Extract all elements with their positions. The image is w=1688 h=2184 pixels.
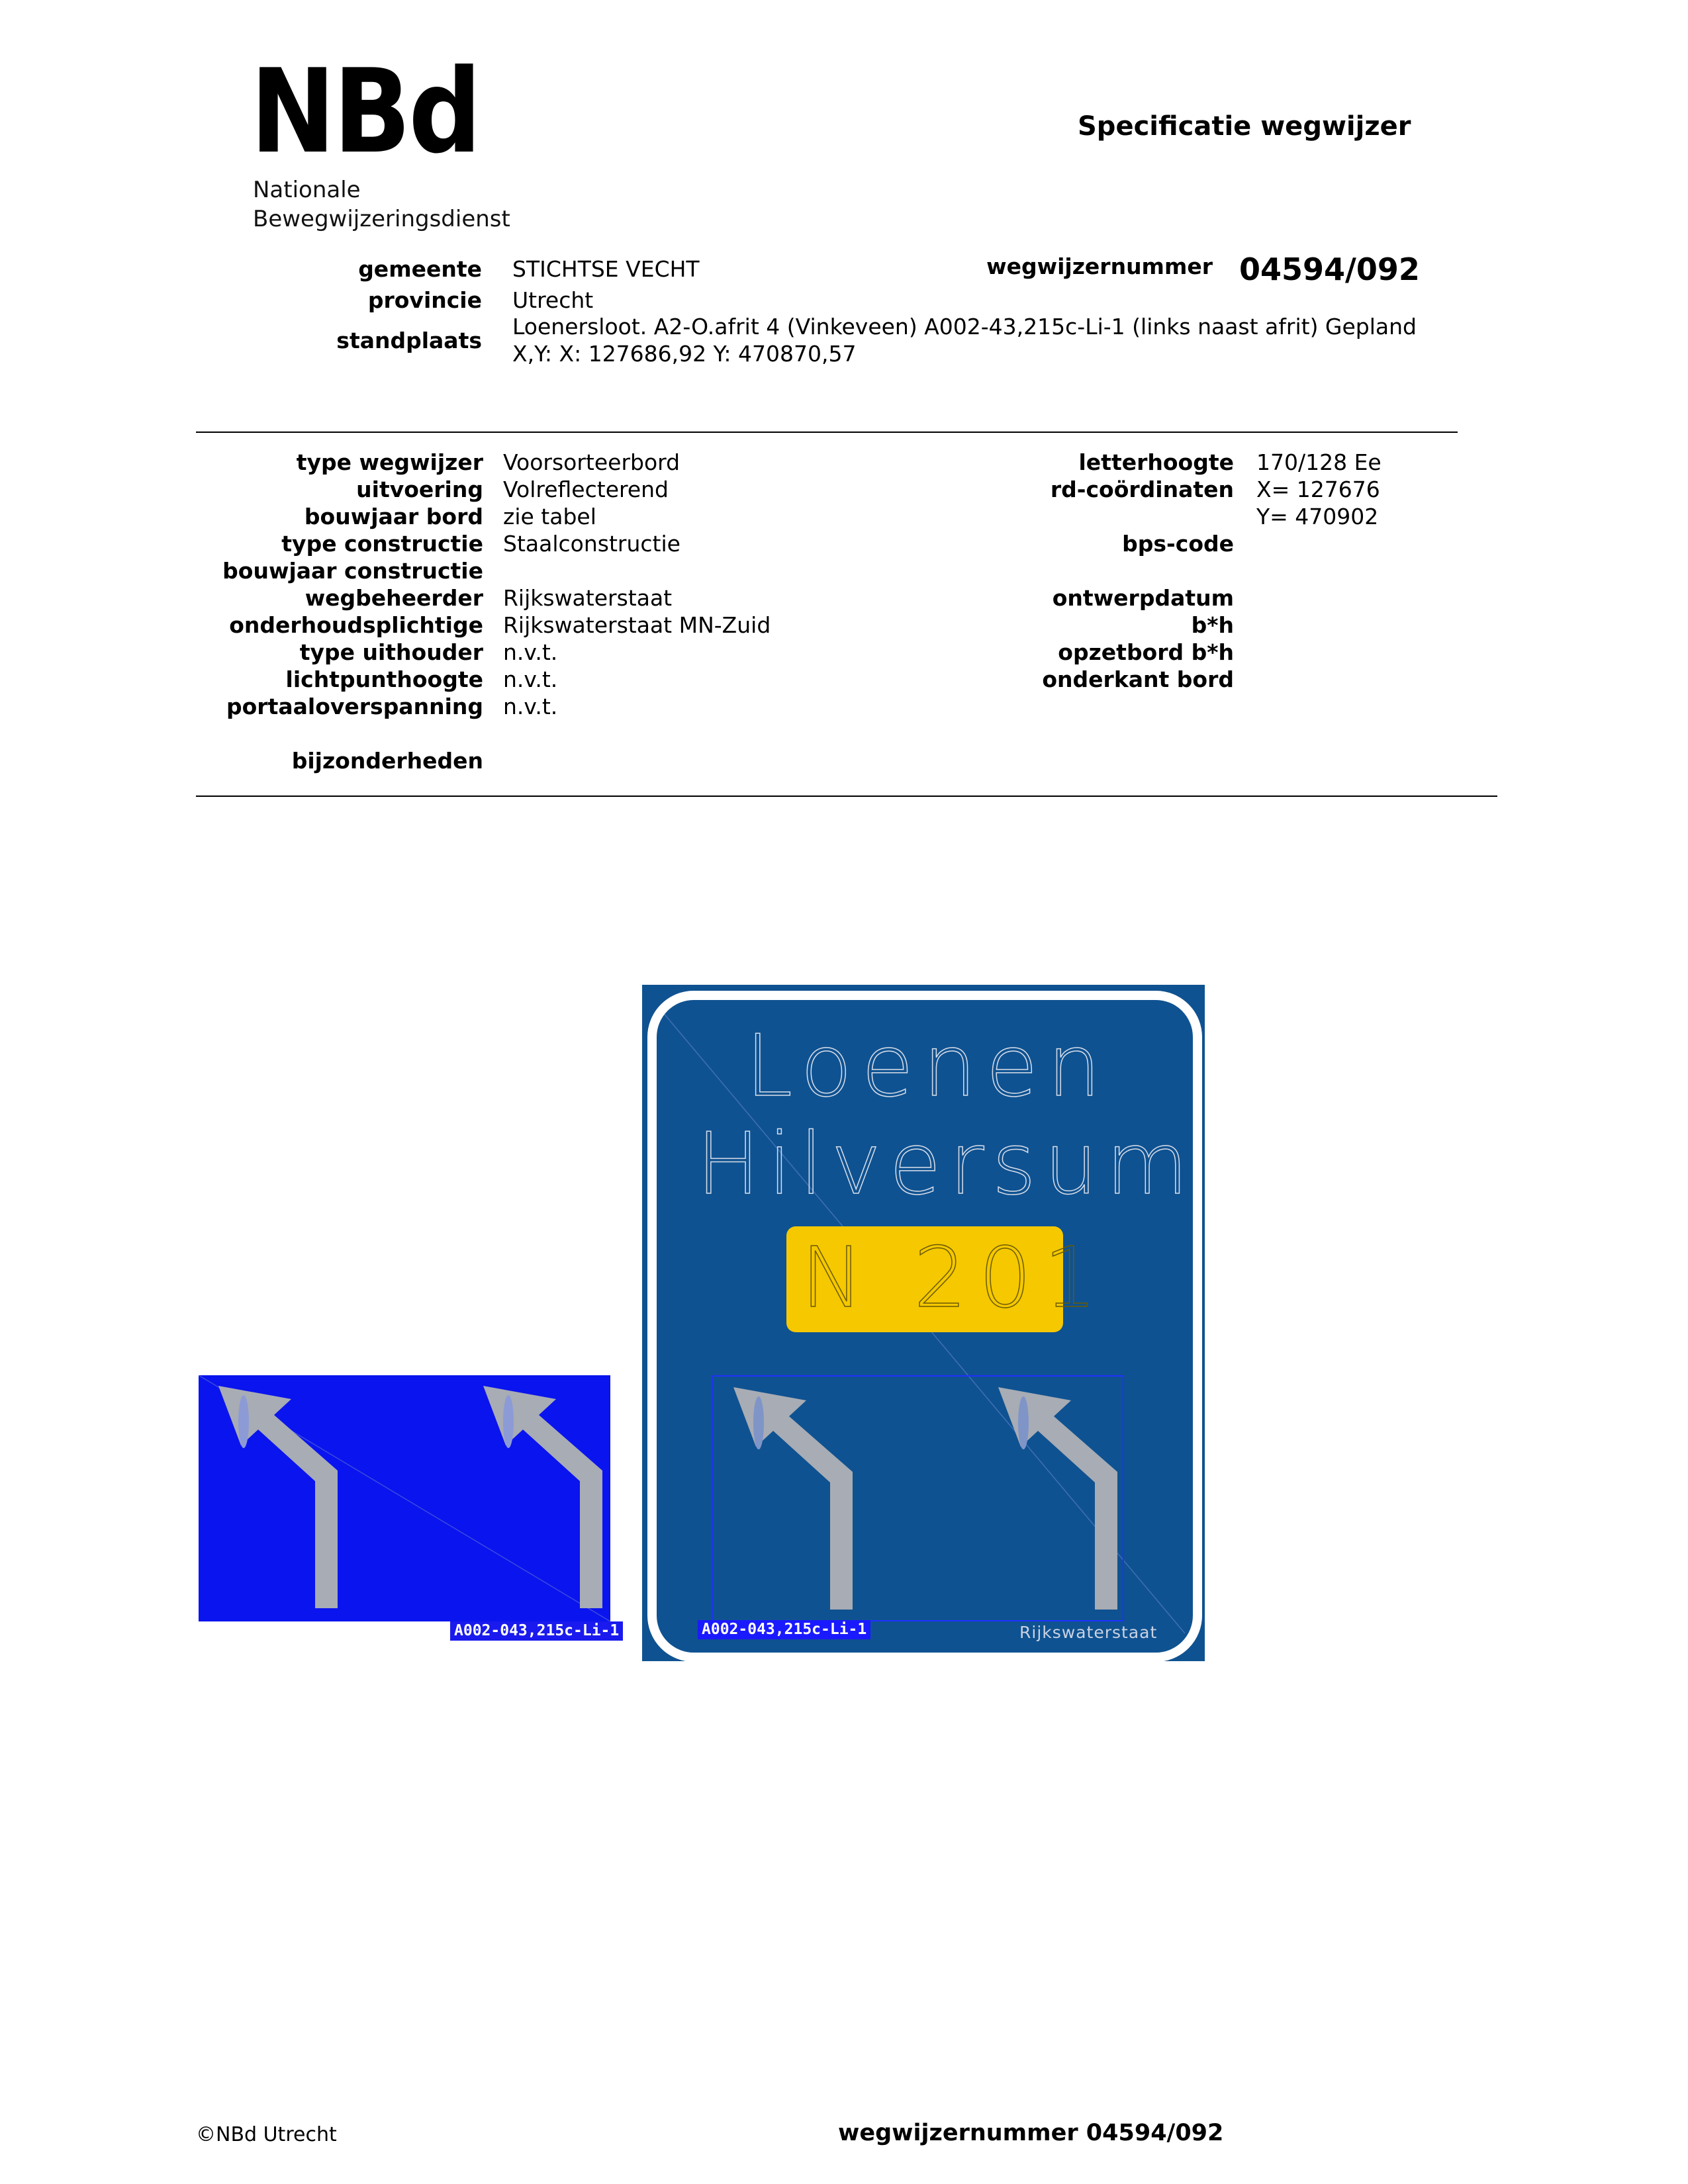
arrow-up-left-icon xyxy=(477,1382,609,1621)
bps-code-label: bps-code xyxy=(1122,531,1234,557)
lichtpunthoogte-value: n.v.t. xyxy=(503,666,558,692)
onderhoudsplichtige-label: onderhoudsplichtige xyxy=(229,612,483,638)
letterhoogte-label: letterhoogte xyxy=(1078,449,1234,475)
portaaloverspanning-value: n.v.t. xyxy=(503,694,558,719)
provincie-value: Utrecht xyxy=(512,287,594,313)
bh-label: b*h xyxy=(1191,612,1234,638)
type-uithouder-value: n.v.t. xyxy=(503,639,558,665)
type-uithouder-label: type uithouder xyxy=(299,639,483,665)
sign-lane-panel xyxy=(712,1375,1124,1621)
standplaats-label: standplaats xyxy=(336,328,482,353)
rd-y-value: Y= 470902 xyxy=(1256,504,1379,529)
rd-coordinaten-label: rd-coördinaten xyxy=(1050,477,1234,502)
sign-code-left: A002-043,215c-Li-1 xyxy=(450,1621,623,1641)
arrow-up-left-icon xyxy=(212,1382,344,1621)
provincie-label: provincie xyxy=(367,287,482,313)
sign-code: A002-043,215c-Li-1 xyxy=(698,1620,870,1639)
logo-line-bewegwijzeringsdienst: Bewegwijzeringsdienst xyxy=(253,206,510,232)
wegwijzernummer-label: wegwijzernummer xyxy=(986,253,1213,279)
letterhoogte-value: 170/128 Ee xyxy=(1256,449,1382,475)
uitvoering-value: Volreflecterend xyxy=(503,477,669,502)
agency-label: Rijkswaterstaat xyxy=(1019,1623,1158,1642)
type-wegwijzer-value: Voorsorteerbord xyxy=(503,449,680,475)
gemeente-label: gemeente xyxy=(358,256,482,282)
divider-top xyxy=(196,432,1458,433)
type-constructie-value: Staalconstructie xyxy=(503,531,680,557)
opzetbord-label: opzetbord b*h xyxy=(1058,639,1234,665)
bijzonderheden-label: bijzonderheden xyxy=(291,748,483,774)
wegbeheerder-value: Rijkswaterstaat xyxy=(503,585,673,611)
arrow-up-left-icon xyxy=(992,1383,1124,1629)
portaaloverspanning-label: portaaloverspanning xyxy=(226,694,483,719)
uitvoering-label: uitvoering xyxy=(356,477,483,502)
onderhoudsplichtige-value: Rijkswaterstaat MN-Zuid xyxy=(503,612,771,638)
onderkant-bord-label: onderkant bord xyxy=(1042,666,1234,692)
arrow-up-left-icon xyxy=(727,1383,859,1629)
route-number: N 201 xyxy=(801,1229,1109,1326)
type-constructie-label: type constructie xyxy=(281,531,483,557)
standplaats-value-line1: Loenersloot. A2-O.afrit 4 (Vinkeveen) A002-43,215c-Li-1 (links naast afrit) Gepland xyxy=(512,314,1417,340)
destination-2: Hilversum xyxy=(696,1115,1196,1214)
rd-x-value: X= 127676 xyxy=(1256,477,1380,502)
document-title: Specificatie wegwijzer xyxy=(1078,111,1411,142)
bouwjaar-constructie-label: bouwjaar constructie xyxy=(222,558,483,584)
bouwjaar-bord-label: bouwjaar bord xyxy=(304,504,483,529)
divider-bottom xyxy=(196,796,1497,797)
ontwerpdatum-label: ontwerpdatum xyxy=(1052,585,1234,611)
wegwijzernummer-value: 04594/092 xyxy=(1239,251,1420,287)
destination-1: Loenen xyxy=(745,1017,1111,1116)
gemeente-value: STICHTSE VECHT xyxy=(512,256,700,282)
footer-copyright: ©NBd Utrecht xyxy=(196,2123,337,2146)
type-wegwijzer-label: type wegwijzer xyxy=(296,449,483,475)
footer-wegwijzernummer: wegwijzernummer 04594/092 xyxy=(838,2120,1224,2146)
logo-line-nationale: Nationale xyxy=(253,177,361,203)
wegbeheerder-label: wegbeheerder xyxy=(305,585,483,611)
lane-arrow-panel xyxy=(199,1375,610,1621)
lichtpunthoogte-label: lichtpunthoogte xyxy=(285,666,483,692)
bouwjaar-bord-value: zie tabel xyxy=(503,504,596,529)
standplaats-value-line2: X,Y: X: 127686,92 Y: 470870,57 xyxy=(512,341,857,367)
nbd-logo: NBd xyxy=(250,45,479,179)
